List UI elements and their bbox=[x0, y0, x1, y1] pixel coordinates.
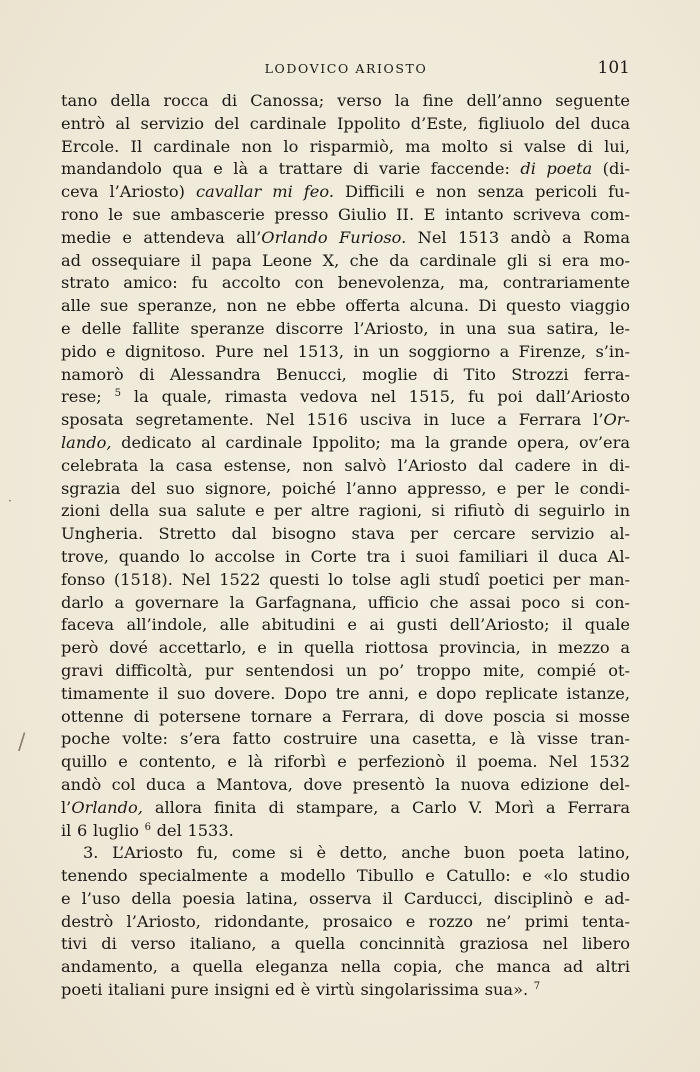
text-segment: Nel 1513 andò a Roma bbox=[406, 227, 631, 247]
footnote-ref: 7 bbox=[533, 981, 541, 993]
text-line bbox=[61, 774, 630, 797]
text-line bbox=[61, 181, 630, 204]
body-text bbox=[61, 90, 630, 1002]
text-segment: pido e dignitoso. Pure nel 1513, in un soggiorno a Firenze, s’in- bbox=[61, 341, 630, 361]
footnote-ref: 5 bbox=[114, 388, 121, 400]
text-line bbox=[61, 569, 630, 592]
text-line bbox=[61, 637, 630, 660]
text-segment: namorò di Alessandra Benucci, moglie di Tito Strozzi ferra- bbox=[61, 364, 630, 384]
text-line bbox=[61, 227, 630, 250]
text-segment: ceva l’Ariosto) bbox=[61, 182, 196, 202]
text-segment: lando, bbox=[61, 432, 112, 452]
text-segment: timamente il suo dovere. Dopo tre anni, e dopo replicate istanze, bbox=[61, 683, 630, 703]
text-line bbox=[61, 979, 630, 1002]
text-segment: di poeta bbox=[520, 159, 593, 179]
text-line bbox=[61, 341, 630, 364]
text-segment: entrò al servizio del cardinale Ippolito d’Este, figliuolo del duca bbox=[61, 113, 630, 133]
text-line bbox=[61, 90, 630, 113]
text-line bbox=[61, 386, 630, 409]
text-line bbox=[61, 113, 630, 136]
text-line bbox=[61, 432, 630, 455]
text-line bbox=[61, 455, 630, 478]
text-segment: andamento, a quella eleganza nella copia, che manca ad altri bbox=[61, 957, 630, 977]
text-segment: destrò l’Ariosto, ridondante, prosaico e rozzo ne’ primi tenta- bbox=[61, 911, 630, 931]
text-segment: tenendo specialmente a modello Tibullo e Catullo: e «lo studio bbox=[61, 866, 630, 886]
text-segment: darlo a governare la Garfagnana, ufficio che assai poco si con- bbox=[61, 592, 630, 612]
text-segment: e l’uso della poesia latina, osserva il Carducci, disciplinò e ad- bbox=[61, 888, 630, 908]
footnote-ref: 6 bbox=[144, 821, 152, 833]
text-segment: tivi di verso italiano, a quella concinnità graziosa nel libero bbox=[61, 934, 630, 954]
text-segment: cavallar mi feo. bbox=[196, 182, 334, 202]
text-segment: quillo e contento, e là riforbì e perfezionò il poema. Nel 1532 bbox=[61, 752, 630, 772]
text-segment: del 1533. bbox=[151, 820, 234, 840]
text-segment: sposata segretamente. Nel 1516 usciva in luce a Ferrara l’ bbox=[61, 410, 604, 430]
text-line bbox=[61, 592, 630, 615]
page-number: 101 bbox=[597, 58, 630, 78]
text-segment: strato amico: fu accolto con benevolenza, ma, contrariamente bbox=[61, 273, 630, 293]
text-segment: rono le sue ambascerie presso Giulio II. E intanto scriveva com- bbox=[61, 204, 630, 224]
text-segment: Orlando Furioso. bbox=[261, 227, 407, 247]
text-line bbox=[61, 409, 630, 432]
text-segment: fonso (1518). Nel 1522 questi lo tolse agli studî poetici per man- bbox=[61, 569, 630, 589]
text-line bbox=[61, 683, 630, 706]
margin-pencil-mark: / bbox=[18, 730, 26, 755]
text-line bbox=[61, 250, 630, 273]
text-segment: faceva all’indole, alle abitudini e ai gusti dell’Ariosto; il quale bbox=[61, 615, 630, 635]
text-segment: (di- bbox=[592, 159, 630, 179]
text-segment: allora finita di stampare, a Carlo V. Morì a Ferrara bbox=[142, 797, 630, 817]
text-line bbox=[61, 933, 630, 956]
text-segment: zioni della sua salute e per altre ragioni, si rifiutò di seguirlo in bbox=[61, 501, 630, 521]
text-line bbox=[61, 364, 630, 387]
text-segment: Ercole. Il cardinale non lo risparmiò, ma molto si valse di lui, bbox=[61, 136, 630, 156]
text-segment: l’ bbox=[61, 797, 72, 817]
text-segment: la quale, rimasta vedova nel 1515, fu poi dall’Ariosto bbox=[120, 387, 630, 407]
text-line bbox=[61, 956, 630, 979]
text-line bbox=[61, 478, 630, 501]
text-segment: Difficili e non senza pericoli fu- bbox=[333, 182, 630, 202]
text-line bbox=[61, 318, 630, 341]
text-segment: tano della rocca di Canossa; verso la fine dell’anno seguente bbox=[61, 91, 630, 110]
text-line bbox=[61, 523, 630, 546]
text-segment: mandandolo qua e là a trattare di varie faccende: bbox=[61, 159, 521, 179]
text-line bbox=[61, 136, 630, 159]
text-line bbox=[61, 728, 630, 751]
text-line bbox=[61, 865, 630, 888]
text-segment: andò col duca a Mantova, dove presentò la nuova edizione del- bbox=[61, 774, 630, 794]
text-line bbox=[61, 911, 630, 934]
text-line bbox=[61, 204, 630, 227]
text-segment: e delle fallite speranze discorre l’Ariosto, in una sua satira, le- bbox=[61, 318, 630, 338]
text-segment: alle sue speranze, non ne ebbe offerta alcuna. Di questo viaggio bbox=[61, 296, 630, 316]
text-segment: ad ossequiare il papa Leone X, che da cardinale gli si era mo- bbox=[61, 250, 630, 270]
text-segment: ottenne di potersene tornare a Ferrara, di dove poscia si mosse bbox=[61, 706, 630, 726]
text-line bbox=[61, 660, 630, 683]
text-line bbox=[61, 797, 630, 820]
text-line bbox=[61, 158, 630, 181]
text-line bbox=[61, 888, 630, 911]
text-segment: però dové accettarlo, e in quella riottosa provincia, in mezzo a bbox=[61, 638, 630, 658]
text-segment: gravi difficoltà, pur sentendosi un po’ troppo mite, compié ot- bbox=[61, 660, 630, 680]
text-segment: sgrazia del suo signore, poiché l’anno appresso, e per le condi- bbox=[61, 478, 630, 498]
text-segment: trove, quando lo accolse in Corte tra i suoi familiari il duca Al- bbox=[61, 546, 630, 566]
text-segment: Or- bbox=[603, 410, 630, 430]
text-segment: poeti italiani pure insigni ed è virtù singolarissima sua». bbox=[61, 980, 534, 1000]
text-segment: Ungheria. Stretto dal bisogno stava per cercare servizio al- bbox=[61, 524, 630, 544]
running-title: LODOVICO ARIOSTO bbox=[264, 61, 428, 76]
text-line bbox=[61, 706, 630, 729]
text-segment: celebrata la casa estense, non salvò l’Ariosto dal cadere in di- bbox=[61, 455, 630, 475]
text-line bbox=[61, 272, 630, 295]
text-segment: il 6 luglio bbox=[61, 820, 145, 840]
text-segment: medie e attendeva all’ bbox=[61, 227, 262, 247]
margin-speck: · bbox=[8, 494, 12, 508]
text-line bbox=[61, 842, 630, 865]
text-segment: Orlando, bbox=[71, 797, 143, 817]
text-segment: 3. L’Ariosto fu, come si è detto, anche buon poeta latino, bbox=[83, 843, 630, 863]
running-header bbox=[62, 58, 630, 80]
text-line bbox=[61, 820, 630, 843]
text-line bbox=[61, 546, 630, 569]
text-line bbox=[61, 751, 630, 774]
text-segment: dedicato al cardinale Ippolito; ma la grande opera, ov’era bbox=[111, 432, 630, 452]
text-segment: poche volte: s’era fatto costruire una casetta, e là visse tran- bbox=[61, 729, 630, 749]
text-line bbox=[61, 295, 630, 318]
text-line bbox=[61, 500, 630, 523]
text-line bbox=[61, 614, 630, 637]
text-segment: rese; bbox=[61, 387, 115, 407]
